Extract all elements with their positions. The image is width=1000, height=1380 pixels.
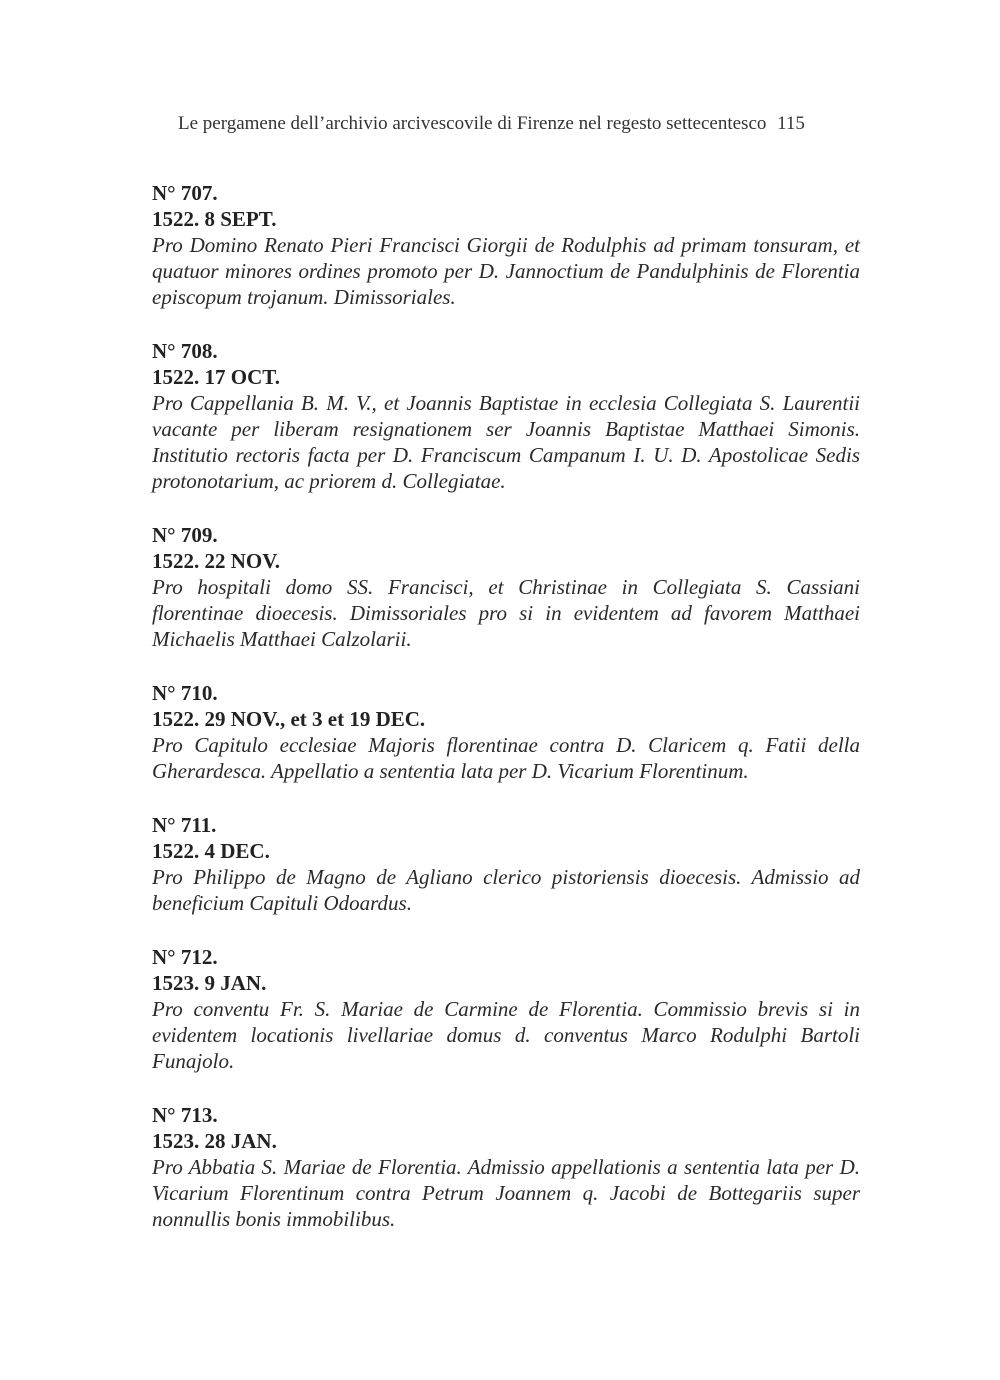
running-header [178, 112, 860, 136]
entry-number: N° 710. [152, 681, 218, 705]
entry-number: N° 709. [152, 523, 218, 547]
entry-number: N° 708. [152, 339, 218, 363]
entry-text: Pro Abbatia S. Mariae de Florentia. Admissio appellationis a sententia lata per D. Vicarium Florentinum contra Petrum Joannem q. Jacobi de Bottegariis super nonnullis bonis immobilibus. [152, 1155, 860, 1231]
entry-text: Pro Domino Renato Pieri Francisci Giorgii de Rodulphis ad primam tonsuram, et quatuor minores ordines promoto per D. Jannoctium de Pandulphinis de Florentia episcopum trojanum. Dimissoriales. [152, 233, 860, 309]
entry-date: 1522. 29 NOV., et 3 et 19 DEC. [152, 707, 426, 731]
entry-number: N° 707. [152, 181, 218, 205]
entry-711 [152, 812, 860, 916]
entry-709 [152, 522, 860, 652]
running-header-title: Le pergamene dell’archivio arcivescovile di Firenze nel regesto settecentesco [178, 113, 767, 134]
entry-date: 1523. 28 JAN. [152, 1129, 277, 1153]
entry-date: 1522. 8 SEPT. [152, 207, 277, 231]
entries-list [152, 180, 860, 1260]
entry-708 [152, 338, 860, 494]
entry-text: Pro hospitali domo SS. Francisci, et Christinae in Collegiata S. Cassiani florentinae dioecesis. Dimissoriales pro si in evidentem ad favorem Matthaei Michaelis Matthaei Calzolarii. [152, 575, 860, 651]
entry-number: N° 712. [152, 945, 218, 969]
entry-text: Pro Capitulo ecclesiae Majoris florentinae contra D. Claricem q. Fatii della Gherardesca. Appellatio a sententia lata per D. Vicarium Florentinum. [152, 733, 860, 783]
entry-text: Pro conventu Fr. S. Mariae de Carmine de Florentia. Commissio brevis si in evidentem locationis livellariae domus d. conventus Marco Rodulphi Bartoli Funajolo. [152, 997, 860, 1073]
entry-number: N° 713. [152, 1103, 218, 1127]
entry-text: Pro Cappellania B. M. V., et Joannis Baptistae in ecclesia Collegiata S. Laurentii vacante per liberam resignationem ser Joannis Baptistae Matthaei Simonis. Institutio rectoris facta per D. Franciscum Campanum I. U. D. Apostolicae Sedis protonotarium, ac priorem d. Collegiatae. [152, 391, 860, 493]
entry-712 [152, 944, 860, 1074]
entry-713 [152, 1102, 860, 1232]
entry-date: 1522. 17 OCT. [152, 365, 280, 389]
page-number: 115 [777, 113, 805, 134]
entry-text: Pro Philippo de Magno de Agliano clerico pistoriensis dioecesis. Admissio ad beneficium Capituli Odoardus. [152, 865, 860, 915]
entry-date: 1522. 22 NOV. [152, 549, 280, 573]
entry-707 [152, 180, 860, 310]
entry-710 [152, 680, 860, 784]
entry-number: N° 711. [152, 813, 217, 837]
entry-date: 1523. 9 JAN. [152, 971, 267, 995]
entry-date: 1522. 4 DEC. [152, 839, 270, 863]
